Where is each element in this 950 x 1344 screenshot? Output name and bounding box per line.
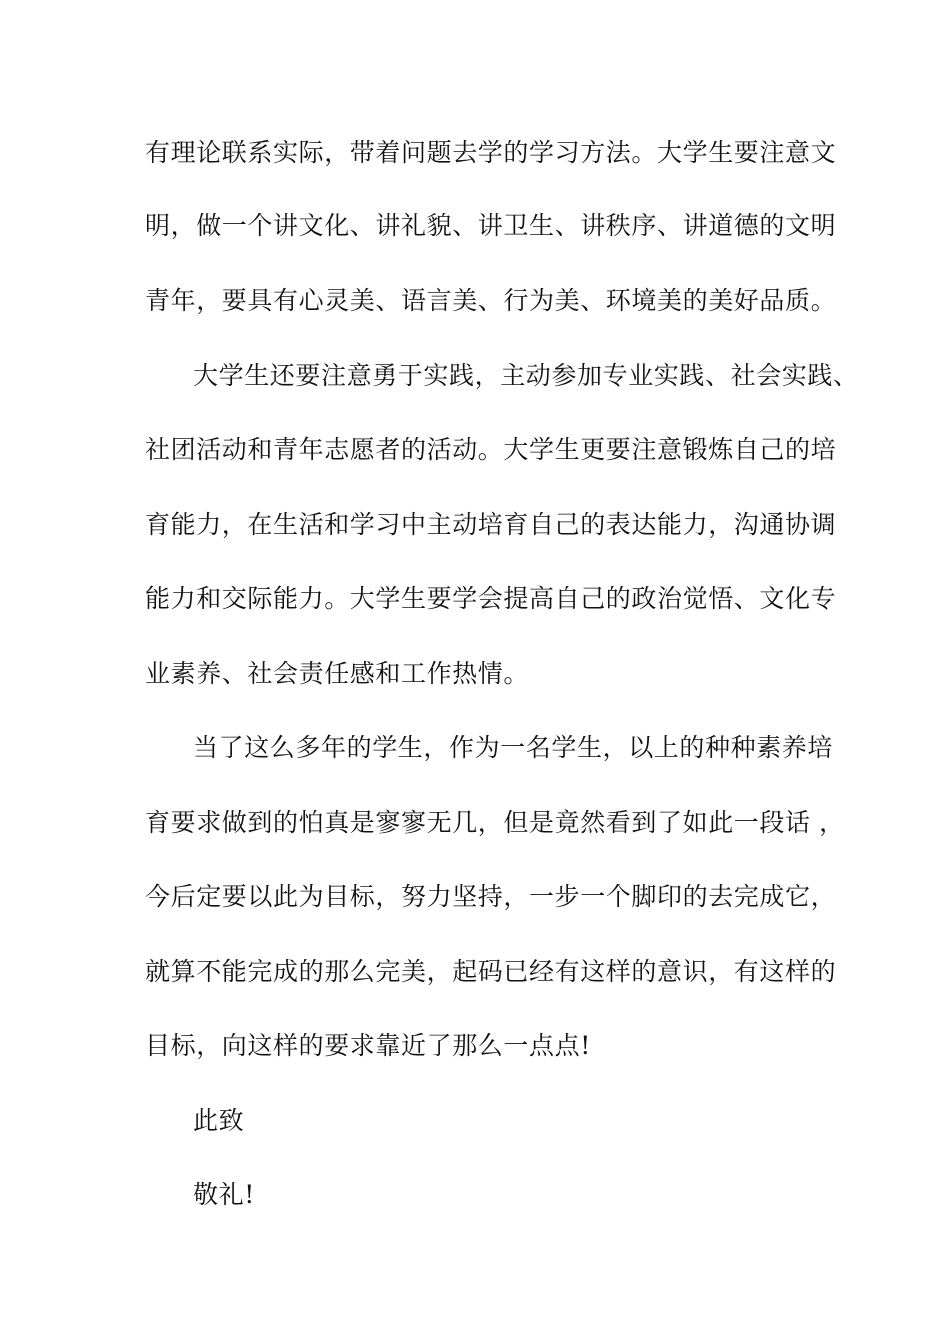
paragraph-3-line-1: 当了这么多年的学生，作为一名学生，以上的种种素养培 [193,733,834,762]
paragraph-2-line-4: 能力和交际能力。大学生要学会提高自己的政治觉悟、文化专 [145,584,837,613]
paragraph-1-line-1: 有理论联系实际，带着问题去学的学习方法。大学生要注意文 [145,138,837,167]
paragraph-3-line-4: 就算不能完成的那么完美，起码已经有这样的意识，有这样的 [145,957,837,986]
paragraph-3-line-3: 今后定要以此为目标，努力坚持，一步一个脚印的去完成它， [145,882,837,911]
paragraph-3-line-5: 目标，向这样的要求靠近了那么一点点! [145,1031,591,1060]
paragraph-1-line-3: 青年，要具有心灵美、语言美、行为美、环境美的美好品质。 [145,286,837,315]
paragraph-1-line-2: 明，做一个讲文化、讲礼貌、讲卫生、讲秩序、讲道德的文明 [145,211,837,240]
paragraph-2-line-5: 业素养、社会责任感和工作热情。 [145,659,530,688]
paragraph-3-line-2: 育要求做到的怕真是寥寥无几，但是竟然看到了如此一段话 ， [145,808,845,837]
paragraph-2-line-1: 大学生还要注意勇于实践，主动参加专业实践、社会实践、 [193,361,859,390]
closing-salutation: 此致 [193,1106,245,1135]
paragraph-2-line-2: 社团活动和青年志愿者的活动。大学生更要注意锻炼自己的培 [145,435,837,464]
closing-regards: 敬礼! [193,1180,255,1209]
paragraph-2-line-3: 育能力，在生活和学习中主动培育自己的表达能力，沟通协调 [145,510,837,539]
